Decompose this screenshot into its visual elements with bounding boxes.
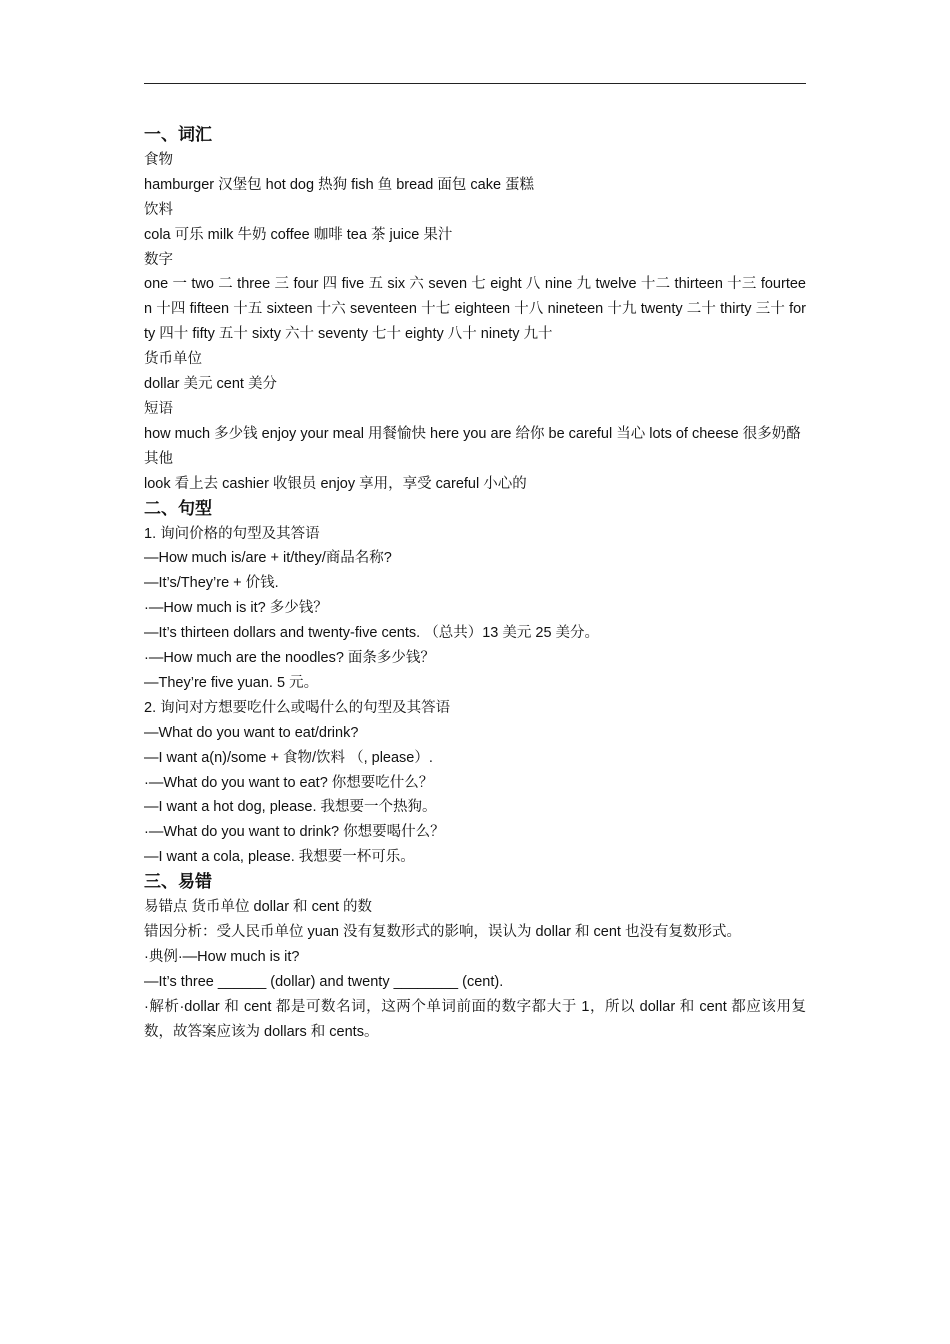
pattern-2-line: —I want a(n)/some + 食物/饮料 （, please）. bbox=[144, 749, 433, 766]
error-point: 易错点 货币单位 dollar 和 cent 的数 bbox=[144, 899, 373, 916]
pattern-2-title: 2. 询问对方想要吃什么或喝什么的句型及其答语 bbox=[144, 699, 451, 716]
pattern-2-line: —What do you want to eat/drink? bbox=[144, 724, 359, 741]
pattern-1-line: —How much is/are + it/they/商品名称? bbox=[144, 550, 392, 567]
pattern-1-line: —It’s thirteen dollars and twenty-five cents. （总共）13 美元 25 美分。 bbox=[144, 625, 600, 642]
other-list: look 看上去 cashier 收银员 enjoy 享用，享受 careful 小心的 bbox=[144, 475, 527, 492]
pattern-2-line: —I want a cola, please. 我想要一杯可乐。 bbox=[144, 849, 415, 866]
numbers-label: 数字 bbox=[144, 251, 173, 268]
food-list: hamburger 汉堡包 hot dog 热狗 fish 鱼 bread 面包 cake 蛋糕 bbox=[144, 176, 535, 193]
pattern-1-line: ·—How much is it? 多少钱？ bbox=[144, 600, 328, 617]
pattern-2-line: ·—What do you want to eat? 你想要吃什么？ bbox=[144, 774, 434, 791]
drinks-list: cola 可乐 milk 牛奶 coffee 咖啡 tea 茶 juice 果汁 bbox=[144, 226, 453, 243]
drinks-label: 饮料 bbox=[144, 201, 173, 218]
pattern-2-line: ·—What do you want to drink? 你想要喝什么？ bbox=[144, 824, 445, 841]
pattern-1-line: —It’s/They’re + 价钱. bbox=[144, 575, 279, 592]
currency-label: 货币单位 bbox=[144, 351, 202, 368]
error-analysis: 错因分析：受人民币单位 yuan 没有复数形式的影响，误认为 dollar 和 cent 也没有复数形式。 bbox=[144, 924, 741, 940]
header-rule bbox=[144, 83, 806, 84]
food-label: 食物 bbox=[144, 151, 173, 168]
explanation: ·解析·dollar 和 cent 都是可数名词，这两个单词前面的数字都大于 1，所以 dollar 和 cent 都应该用复数，故答案应该为 dollars 和 cents。 bbox=[144, 998, 806, 1040]
example-question: ·典例·—How much is it? bbox=[144, 948, 300, 965]
section-heading-errors: 三、易错 bbox=[144, 872, 212, 892]
currency-list: dollar 美元 cent 美分 bbox=[144, 376, 277, 393]
pattern-1-line: ·—How much are the noodles? 面条多少钱？ bbox=[144, 650, 435, 667]
phrases-list: how much 多少钱 enjoy your meal 用餐愉快 here you are 给你 be careful 当心 lots of cheese 很多奶酪 bbox=[144, 425, 801, 442]
phrases-label: 短语 bbox=[144, 400, 173, 417]
pattern-2-line: —I want a hot dog, please. 我想要一个热狗。 bbox=[144, 799, 437, 816]
example-answer: —It’s three ______ (dollar) and twenty ________ (cent). bbox=[144, 973, 504, 990]
document-content bbox=[144, 123, 806, 1045]
other-label: 其他 bbox=[144, 450, 173, 467]
pattern-1-line: —They’re five yuan. 5 元。 bbox=[144, 674, 319, 691]
section-heading-patterns: 二、句型 bbox=[144, 498, 212, 518]
numbers-list: one 一 two 二 three 三 four 四 five 五 six 六 seven 七 eight 八 nine 九 twelve 十二 thirteen 十三 fourteen 十四 fifteen 十五 sixteen 十六 seventeen 十七 eighteen 十八 nineteen 十九 twenty 二十 thirty 三十 forty 四十 fifty 五十 sixty 六十 seventy 七十 eighty 八十 ninety 九十 bbox=[144, 276, 806, 343]
section-heading-vocab: 一、词汇 bbox=[144, 125, 212, 144]
pattern-1-title: 1. 询问价格的句型及其答语 bbox=[144, 525, 320, 542]
